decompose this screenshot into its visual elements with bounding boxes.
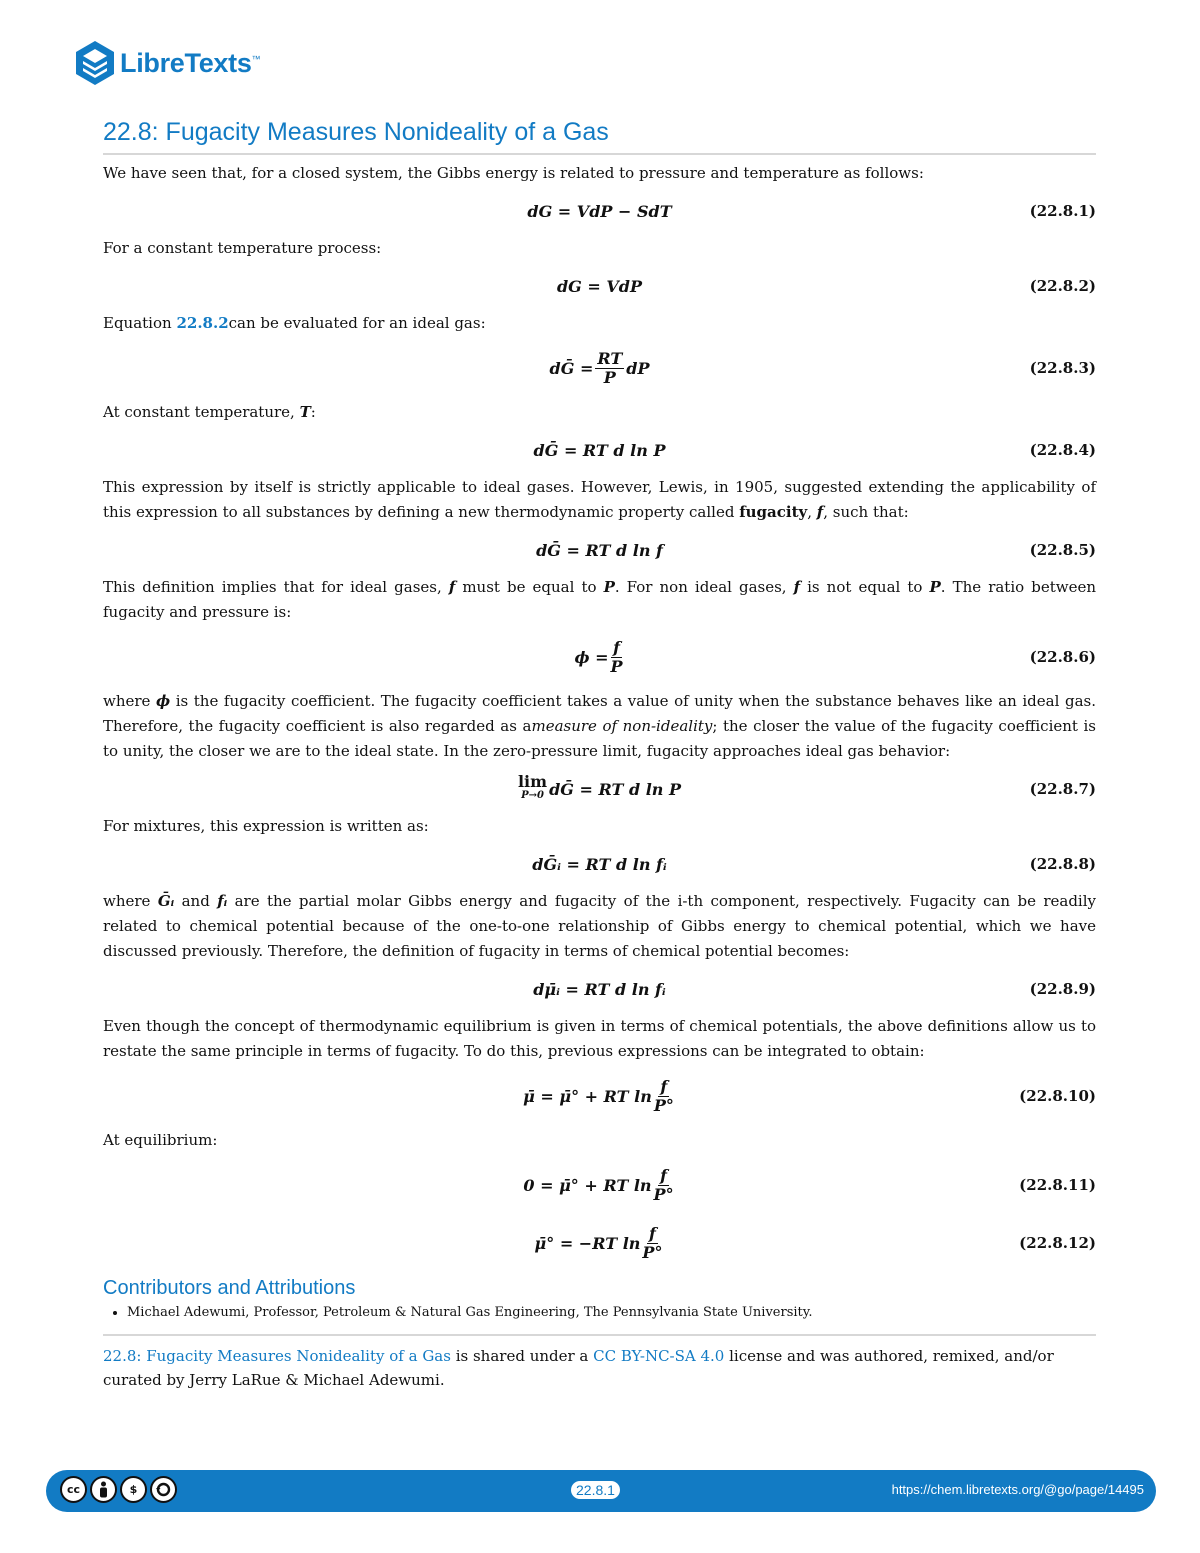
math-variable: f [448, 578, 456, 596]
logo-wordmark: LibreTexts™ [120, 47, 261, 78]
equation-number: (22.8.7) [1029, 780, 1096, 798]
paragraph-text: This expression by itself is strictly applicable to ideal gases. However, Lewis, in 1905, suggested extending the applicability of this expression to all substances by defining a new thermodynamic property called [103, 478, 1096, 521]
fraction [654, 1167, 674, 1204]
paragraph-text: For mixtures, this expression is written as: [103, 817, 429, 835]
fraction-numerator: f [648, 1223, 656, 1243]
equation-expression [523, 1078, 676, 1115]
paragraph-text: must be equal to [455, 578, 604, 596]
equation-22-8-2 [103, 261, 1096, 311]
equation-expression [517, 772, 682, 803]
equation-rhs: dḠ = RT d ln P [549, 779, 682, 799]
math-variable: Ḡᵢ [157, 892, 175, 910]
equation-expression [574, 639, 624, 676]
math-variable: f [793, 578, 801, 596]
equation-lhs: μ̄ = μ̄° + RT ln [523, 1086, 652, 1106]
fraction-denominator: P [610, 656, 623, 676]
paragraph [103, 236, 1096, 261]
equation-22-8-11 [103, 1153, 1096, 1217]
equation-lhs: μ̄° = −RT ln [534, 1233, 641, 1253]
paragraph [103, 400, 1096, 425]
equation-expression: dG = VdP [556, 276, 643, 296]
equation-22-8-10 [103, 1064, 1096, 1128]
equation-22-8-9 [103, 964, 1096, 1014]
paragraph-text: , such that: [823, 503, 909, 521]
paragraph-text: where [103, 692, 156, 710]
list-item: • Michael Adewumi, Professor, Petroleum & Natural Gas Engineering, The Pennsylvania State University. [127, 1302, 1096, 1324]
fraction-numerator: f [660, 1165, 667, 1185]
paragraph-text: This definition implies that for ideal gases, [103, 578, 449, 596]
share-alike-icon [155, 1481, 172, 1498]
equation-expression: dμ̄ᵢ = RT d ln fᵢ [533, 979, 666, 999]
equation-number: (22.8.4) [1029, 441, 1096, 459]
equation-22-8-5 [103, 525, 1096, 575]
paragraph-text: Even though the concept of thermodynamic equilibrium is given in terms of chemical potentials, the above definitions allow us to restate the same principle in terms of fugacity. To do this, previous expressions can be integrated to obtain: [103, 1017, 1096, 1060]
equation-lhs: 0 = μ̄° + RT ln [523, 1175, 652, 1195]
page-title: 22.8: Fugacity Measures Nonideality of a Gas [103, 118, 1096, 155]
paragraph [103, 161, 1096, 186]
libretexts-logo[interactable] [74, 40, 260, 86]
equation-expression [535, 1225, 665, 1262]
equation-expression: dḠ = RT d ln f [536, 540, 663, 560]
contributors-heading: Contributors and Attributions [103, 1277, 356, 1299]
defined-term: fugacity [739, 503, 808, 521]
math-variable: ϕ [156, 692, 171, 710]
equation-22-8-4 [103, 425, 1096, 475]
contributors-list [103, 1302, 1096, 1324]
fraction-numerator: f [613, 637, 620, 657]
limit-text: lim [517, 772, 548, 791]
paragraph-text: . The ratio between fugacity and pressure is: [103, 578, 1096, 621]
paragraph-text: Equation [103, 314, 177, 332]
equation-number: (22.8.11) [1019, 1176, 1096, 1194]
cc-license-badge[interactable] [60, 1476, 177, 1503]
page-url[interactable]: https://chem.libretexts.org/@go/page/14495 [891, 1482, 1144, 1497]
paragraph [103, 889, 1096, 964]
equation-expression [523, 1167, 675, 1204]
equation-22-8-3 [103, 336, 1096, 400]
equation-22-8-7 [103, 764, 1096, 814]
cc-icon: cc [60, 1476, 87, 1503]
paragraph [103, 475, 1096, 525]
paragraph-text: At constant temperature, [103, 403, 300, 421]
equation-rhs: dP [626, 358, 650, 378]
emphasis-text: measure of non-ideality [531, 717, 713, 735]
page-number: 22.8.1 [571, 1481, 620, 1499]
fraction-denominator: P° [653, 1095, 674, 1115]
paragraph-text: and [174, 892, 218, 910]
fraction-numerator: f [660, 1076, 668, 1096]
limit-subscript: P→0 [521, 790, 544, 801]
equation-lhs: ϕ = [574, 647, 609, 667]
paragraph [103, 814, 1096, 839]
math-variable: P [929, 578, 941, 596]
paragraph [103, 575, 1096, 625]
equation-reference-link[interactable]: 22.8.2 [176, 314, 229, 332]
paragraph-text: where [103, 892, 158, 910]
sharealike-icon [150, 1476, 177, 1503]
person-icon [97, 1481, 110, 1498]
equation-number: (22.8.6) [1029, 648, 1096, 666]
paragraph-text: are the partial molar Gibbs energy and fugacity of the i-th component, respectively. Fugacity can be readily related to chemical potential because of the one-to-one relationship of Gibbs energy to chemical potential, which we have discussed previously. Therefore, the definition of fugacity in terms of chemical potential becomes: [103, 892, 1096, 960]
paragraph-text: At equilibrium: [103, 1131, 218, 1149]
paragraph-text: is the fugacity coefficient. The fugacity coefficient takes a value of unity when the substance behaves like an ideal gas. Therefore, the fugacity coefficient is also regarded as a [103, 692, 1096, 735]
license-text: is shared under a [450, 1347, 594, 1365]
license-link[interactable]: CC BY-NC-SA 4.0 [593, 1347, 725, 1365]
paragraph-text: ; the closer the value of the fugacity coefficient is to unity, the closer we are to the ideal state. In the zero-pressure limit, fugacity approaches ideal gas behavior: [103, 717, 1097, 760]
equation-expression: dḠᵢ = RT d ln fᵢ [532, 854, 667, 874]
math-variable: fᵢ [217, 892, 228, 910]
page-title-link[interactable]: 22.8: Fugacity Measures Nonideality of a Gas [103, 1347, 451, 1365]
equation-lhs: dḠ = [549, 358, 594, 378]
noncommercial-icon: $ [120, 1476, 147, 1503]
fraction-denominator: P° [642, 1242, 663, 1262]
paragraph-text: , [807, 503, 817, 521]
paragraph-text: : [310, 403, 316, 421]
page-content [103, 118, 1096, 1392]
fraction-numerator: RT [597, 348, 623, 368]
equation-expression: dG = VdP − SdT [527, 201, 672, 221]
paragraph-text: For a constant temperature process: [103, 239, 382, 257]
paragraph [103, 1014, 1096, 1064]
paragraph-text: is not equal to [800, 578, 930, 596]
equation-22-8-8 [103, 839, 1096, 889]
equation-number: (22.8.10) [1019, 1087, 1096, 1105]
equation-number: (22.8.8) [1029, 855, 1096, 873]
equation-number: (22.8.9) [1029, 980, 1096, 998]
math-variable: P [603, 578, 615, 596]
math-variable: f [816, 503, 824, 521]
equation-number: (22.8.1) [1029, 202, 1096, 220]
paragraph-text: . For non ideal gases, [614, 578, 794, 596]
libretexts-logo-icon [74, 40, 116, 86]
attribution-icon [90, 1476, 117, 1503]
fraction-denominator: P° [653, 1184, 674, 1204]
equation-number: (22.8.5) [1029, 541, 1096, 559]
equation-22-8-12 [103, 1217, 1096, 1269]
license-notice [103, 1334, 1096, 1392]
license-text: license and was authored, remixed, and/or curated by Jerry LaRue & Michael Adewumi. [103, 1347, 1054, 1389]
fraction [611, 639, 623, 676]
paragraph-text: can be evaluated for an ideal gas: [228, 314, 486, 332]
equation-expression [550, 350, 650, 387]
math-variable: T [299, 403, 311, 421]
equation-22-8-1 [103, 186, 1096, 236]
fraction [642, 1225, 662, 1262]
paragraph [103, 311, 1096, 336]
equation-number: (22.8.2) [1029, 277, 1096, 295]
equation-number: (22.8.12) [1019, 1234, 1096, 1252]
paragraph [103, 689, 1096, 764]
trademark-symbol: ™ [251, 53, 261, 64]
limit-operator [517, 772, 548, 803]
fraction-denominator: P [603, 367, 616, 387]
equation-22-8-6 [103, 625, 1096, 689]
page-footer [46, 1470, 1156, 1512]
paragraph [103, 1128, 1096, 1153]
fraction [654, 1078, 674, 1115]
equation-expression: dḠ = RT d ln P [533, 440, 666, 460]
fraction [595, 350, 624, 387]
equation-number: (22.8.3) [1029, 359, 1096, 377]
paragraph-text: We have seen that, for a closed system, the Gibbs energy is related to pressure and temperature as follows: [103, 164, 924, 182]
